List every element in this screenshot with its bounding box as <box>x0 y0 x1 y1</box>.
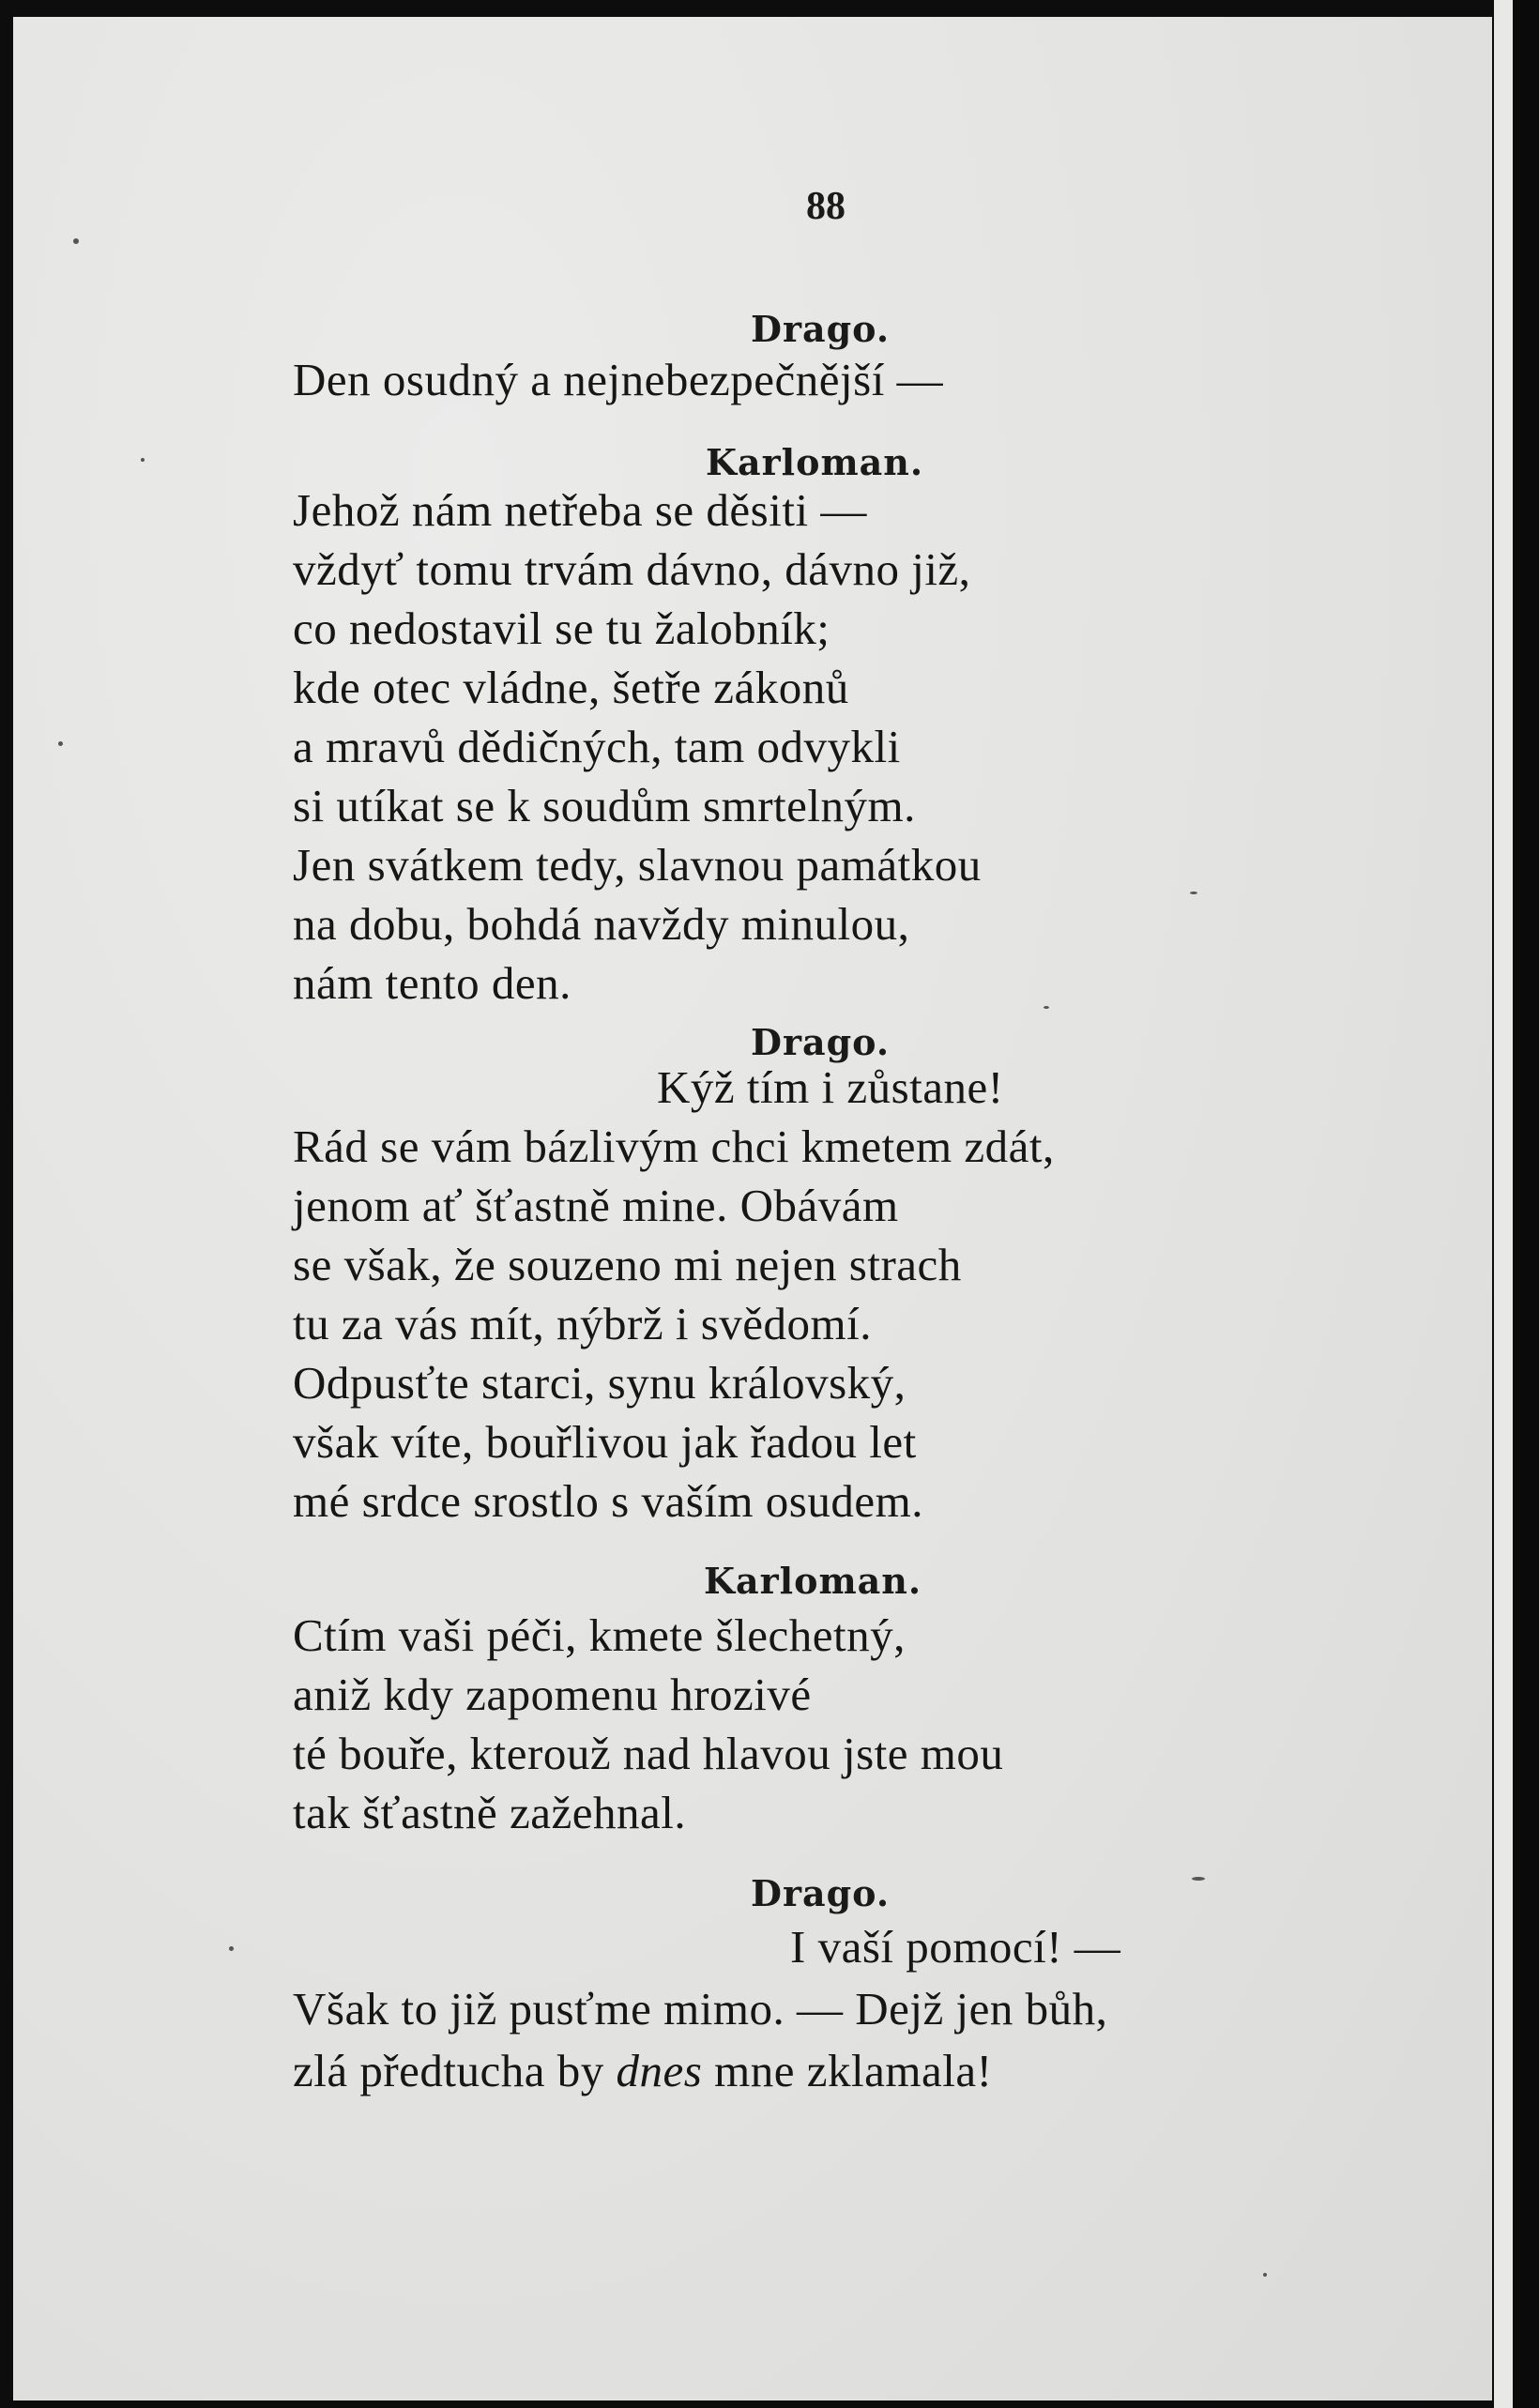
scan-speck <box>58 741 63 746</box>
verse-line: Jehož nám netřeba se děsiti — <box>293 484 867 536</box>
scan-speck <box>1044 1006 1049 1009</box>
verse-line: na dobu, bohdá navždy minulou, <box>293 898 910 950</box>
scan-speck <box>1263 2273 1267 2277</box>
verse-line: mé srdce srostlo s vaším osudem. <box>293 1475 923 1527</box>
speaker-name: Karloman. <box>706 441 924 483</box>
speaker-name: Karloman. <box>704 1560 922 1602</box>
verse-line: co nedostavil se tu žalobník; <box>293 602 830 654</box>
verse-line: Ctím vaši péči, kmete šlechetný, <box>293 1609 906 1661</box>
verse-text: zlá předtucha by <box>293 2045 617 2096</box>
verse-line: té bouře, kterouž nad hlavou jste mou <box>293 1728 1004 1779</box>
verse-line: kde otec vládne, šetře zákonů <box>293 662 849 713</box>
page-number: 88 <box>806 185 846 228</box>
verse-line: a mravů dědičných, tam odvykli <box>293 721 901 772</box>
verse-line: Jen svátkem tedy, slavnou památkou <box>293 839 982 891</box>
verse-line: Kýž tím i zůstane! <box>657 1061 1004 1113</box>
verse-text: mne zklamala! <box>702 2045 993 2096</box>
verse-line <box>293 2044 992 2097</box>
verse-line: tak šťastně zažehnal. <box>293 1787 687 1838</box>
verse-line: Rád se vám bázlivým chci kmetem zdát, <box>293 1120 1055 1172</box>
scan-speck <box>229 1946 234 1951</box>
emphasized-word: dnes <box>616 2045 703 2096</box>
verse-line: jenom ať šťastně mine. Obávám <box>293 1180 899 1231</box>
verse-line: I vaší pomocí! — <box>790 1921 1121 1973</box>
verse-line: aniž kdy zapomenu hrozivé <box>293 1669 812 1720</box>
verse-line: nám tento den. <box>293 957 571 1009</box>
verse-line: Den osudný a nejnebezpečnější — <box>293 354 944 405</box>
verse-line: tu za vás mít, nýbrž i svědomí. <box>293 1298 872 1349</box>
verse-line: Odpusťte starci, synu královský, <box>293 1357 907 1409</box>
verse-line: si utíkat se k soudům smrtelným. <box>293 780 916 831</box>
verse-line: však víte, bouřlivou jak řadou let <box>293 1416 917 1468</box>
speaker-name: Drago. <box>751 1021 891 1063</box>
scan-border <box>1513 0 1539 2408</box>
speaker-name: Drago. <box>751 1872 891 1914</box>
verse-line: vždyť tomu trvám dávno, dávno již, <box>293 543 971 595</box>
scan-speck <box>1192 1877 1205 1881</box>
scan-speck <box>1190 892 1197 894</box>
scan-speck <box>141 458 145 462</box>
scan-speck <box>73 238 79 244</box>
speaker-name: Drago. <box>751 308 891 350</box>
verse-line: Však to již pusťme mimo. — Dejž jen bůh, <box>293 1983 1108 2035</box>
page-edge <box>1494 0 1513 2408</box>
verse-line: se však, že souzeno mi nejen strach <box>293 1239 962 1290</box>
